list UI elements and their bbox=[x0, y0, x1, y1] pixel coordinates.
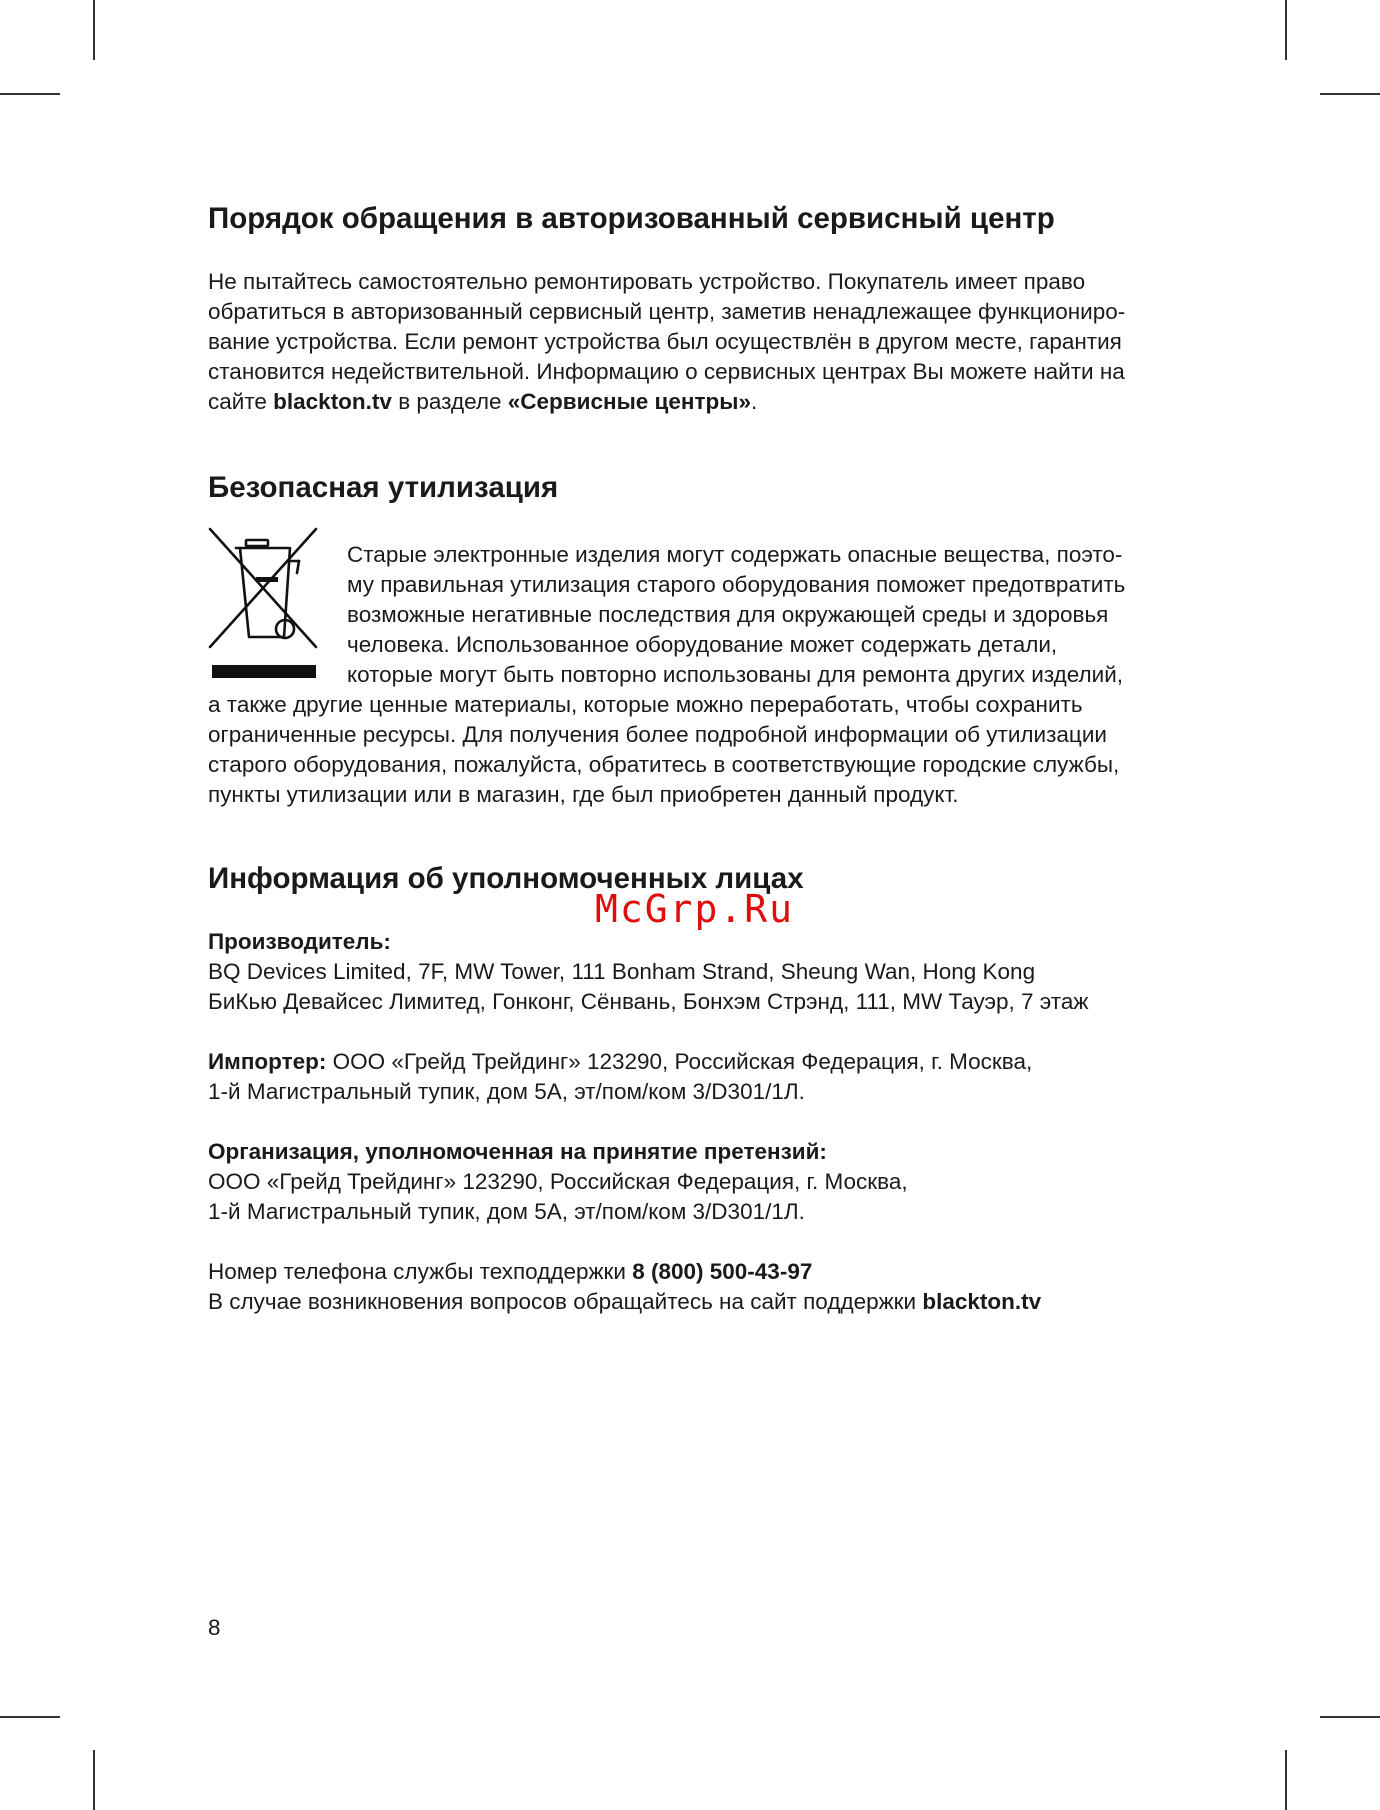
service-line-3: вание устройства. Если ремонт устройства был осуществлён в другом месте, гарантия bbox=[208, 329, 1122, 354]
support-block bbox=[208, 1257, 1041, 1317]
service-center-paragraph bbox=[208, 267, 1125, 417]
crop-mark-bottom-right-h bbox=[1320, 1716, 1380, 1718]
service-site-link[interactable]: blackton.tv bbox=[273, 389, 392, 414]
service-last-prefix: сайте bbox=[208, 389, 274, 414]
crop-mark-bottom-left-v bbox=[93, 1750, 95, 1810]
disposal-line-9: пункты утилизации или в магазин, где был приобретен данный продукт. bbox=[208, 782, 959, 807]
manufacturer-label: Производитель: bbox=[208, 929, 391, 954]
disposal-paragraph-indented bbox=[347, 540, 1125, 690]
claims-label: Организация, уполномоченная на принятие претензий: bbox=[208, 1139, 827, 1164]
crop-mark-top-right-v bbox=[1285, 0, 1287, 60]
importer-label: Импортер: bbox=[208, 1049, 327, 1074]
disposal-line-8: старого оборудования, пожалуйста, обратитесь в соответствующие городские службы, bbox=[208, 752, 1120, 777]
disposal-line-6: а также другие ценные материалы, которые можно переработать, чтобы сохранить bbox=[208, 692, 1083, 717]
service-last-suffix: . bbox=[750, 389, 758, 414]
crop-mark-top-left-v bbox=[93, 0, 95, 60]
crop-mark-top-left-h bbox=[0, 93, 60, 95]
section-title-authorized-persons: Информация об уполномоченных лицах bbox=[208, 862, 804, 895]
support-prefix: В случае возникновения вопросов обращайтесь на сайт поддержки bbox=[208, 1289, 923, 1314]
service-last-mid: в разделе bbox=[391, 389, 508, 414]
page-number: 8 bbox=[208, 1615, 221, 1640]
support-phone[interactable]: 8 (800) 500-43-97 bbox=[632, 1259, 813, 1284]
disposal-line-7: ограниченные ресурсы. Для получения более подробной информации об утилизации bbox=[208, 722, 1107, 747]
crossed-bin-icon bbox=[208, 527, 320, 681]
crop-mark-bottom-right-v bbox=[1285, 1750, 1287, 1810]
section-title-service-center: Порядок обращения в авторизованный сервисный центр bbox=[208, 202, 1055, 235]
support-line bbox=[208, 1287, 1041, 1317]
disposal-line-3: возможные негативные последствия для окружающей среды и здоровья bbox=[347, 602, 1109, 627]
support-site-link[interactable]: blackton.tv bbox=[922, 1289, 1042, 1314]
disposal-line-4: человека. Использованное оборудование может содержать детали, bbox=[347, 632, 1058, 657]
importer-line-1 bbox=[208, 1047, 1032, 1077]
watermark: McGrp.Ru bbox=[595, 887, 795, 931]
section-title-disposal: Безопасная утилизация bbox=[208, 471, 559, 504]
service-centers-section-name: «Сервисные центры» bbox=[507, 389, 751, 414]
disposal-paragraph-full bbox=[208, 690, 1119, 810]
importer-text: ООО «Грейд Трейдинг» 123290, Российская Федерация, г. Москва, bbox=[326, 1049, 1033, 1074]
importer-line-2: 1-й Магистральный тупик, дом 5А, эт/пом/ком 3/D301/1Л. bbox=[208, 1079, 805, 1104]
manufacturer-line-1: BQ Devices Limited, 7F, MW Tower, 111 Bonham Strand, Sheung Wan, Hong Kong bbox=[208, 959, 1036, 984]
crop-mark-top-right-h bbox=[1320, 93, 1380, 95]
service-line-1: Не пытайтесь самостоятельно ремонтировать устройство. Покупатель имеет право bbox=[208, 269, 1086, 294]
service-line-2: обратиться в авторизованный сервисный центр, заметив ненадлежащее функциониро- bbox=[208, 299, 1126, 324]
manufacturer-block bbox=[208, 927, 1088, 1017]
phone-line bbox=[208, 1257, 1041, 1287]
phone-prefix: Номер телефона службы техподдержки bbox=[208, 1259, 633, 1284]
importer-block bbox=[208, 1047, 1032, 1107]
manufacturer-line-2: БиКью Девайсес Лимитед, Гонконг, Сёнвань, Бонхэм Стрэнд, 111, MW Тауэр, 7 этаж bbox=[208, 989, 1089, 1014]
disposal-line-5: которые могут быть повторно использованы для ремонта других изделий, bbox=[347, 662, 1124, 687]
disposal-line-2: му правильная утилизация старого оборудования поможет предотвратить bbox=[347, 572, 1126, 597]
service-line-4: становится недействительной. Информацию о сервисных центрах Вы можете найти на bbox=[208, 359, 1125, 384]
claims-line-2: 1-й Магистральный тупик, дом 5А, эт/пом/ком 3/D301/1Л. bbox=[208, 1199, 805, 1224]
service-line-5 bbox=[208, 387, 1125, 417]
crop-mark-bottom-left-h bbox=[0, 1716, 60, 1718]
disposal-line-1: Старые электронные изделия могут содержать опасные вещества, поэто- bbox=[347, 542, 1123, 567]
claims-block bbox=[208, 1137, 908, 1227]
claims-line-1: ООО «Грейд Трейдинг» 123290, Российская Федерация, г. Москва, bbox=[208, 1169, 908, 1194]
